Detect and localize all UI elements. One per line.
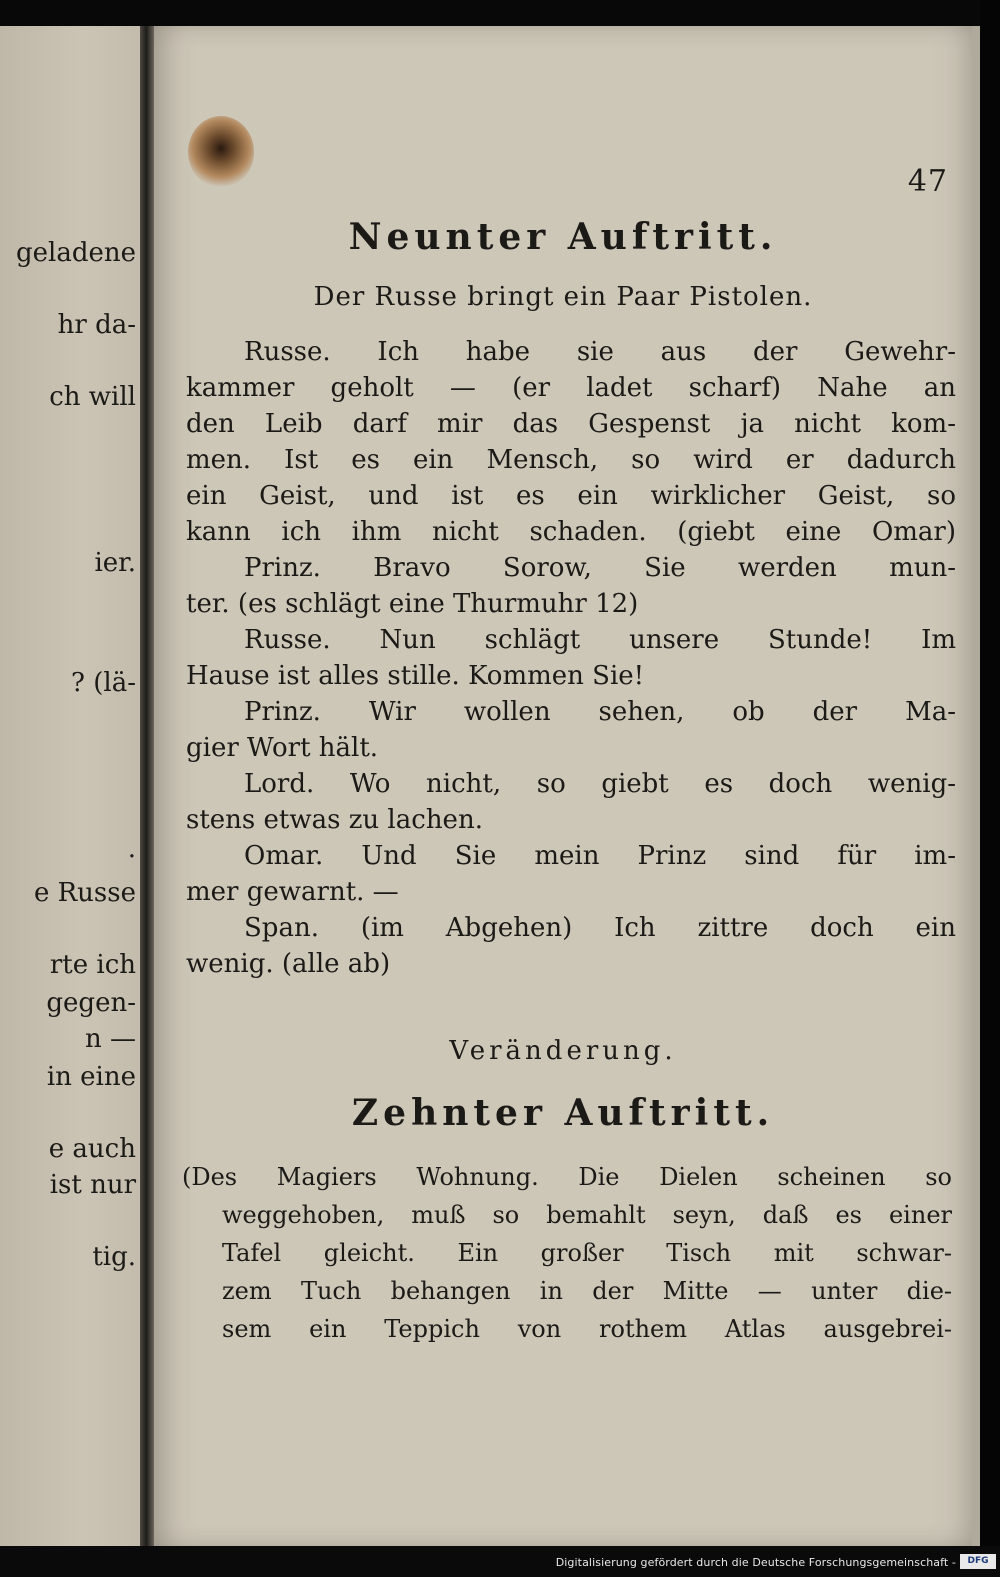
scene-heading-zehnter: Zehnter Auftritt. [351, 1092, 775, 1134]
change-label: Veränderung. [449, 1036, 677, 1066]
scene-description [182, 1158, 952, 1348]
dialogue-line: Prinz. Bravo Sorow, Sie werden mun- [244, 553, 956, 583]
left-line: e auch [48, 1134, 136, 1164]
dialogue-line: Span. (im Abgehen) Ich zittre doch ein [244, 913, 956, 943]
page-number: 47 [907, 164, 948, 199]
top-scan-border [0, 0, 1000, 26]
dialogue-line: ter. (es schlägt eine Thurmuhr 12) [186, 589, 639, 619]
left-line: ch will [49, 382, 136, 412]
left-line: ist nur [49, 1170, 136, 1200]
left-line: ? (lä- [71, 668, 136, 698]
left-page-fragment [0, 26, 140, 1546]
left-line: in eine [46, 1062, 136, 1092]
scene-heading-neunter: Neunter Auftritt. [348, 216, 778, 258]
dialogue-line: mer gewarnt. — [186, 877, 399, 907]
dialogue-line: men. Ist es ein Mensch, so wird er dadurch [186, 445, 956, 475]
ink-stain [188, 116, 254, 188]
dialogue-line: Prinz. Wir wollen sehen, ob der Ma- [244, 697, 956, 727]
dialogue-block [186, 334, 956, 982]
dialogue-line: gier Wort hält. [186, 733, 379, 763]
left-line: hr da- [57, 310, 136, 340]
scene-line: zem Tuch behangen in der Mitte — unter die- [222, 1277, 952, 1305]
left-line: ier. [94, 548, 136, 578]
dialogue-line: wenig. (alle ab) [186, 949, 391, 979]
dialogue-line: Russe. Nun schlägt unsere Stunde! Im [244, 625, 956, 655]
left-line: n — [84, 1024, 136, 1054]
scene-line: Tafel gleicht. Ein großer Tisch mit schwar- [222, 1239, 952, 1267]
page-edge [972, 26, 980, 1546]
dialogue-line: Hause ist alles stille. Kommen Sie! [186, 661, 645, 691]
right-page [154, 26, 972, 1546]
left-line: e Russe [33, 878, 136, 908]
left-line: gegen- [46, 988, 136, 1018]
left-line: . [127, 834, 136, 864]
dialogue-line: kammer geholt — (er ladet scharf) Nahe an [186, 373, 956, 403]
dfg-logo: DFG [960, 1554, 996, 1569]
dialogue-line: ein Geist, und ist es ein wirklicher Geist, so [186, 481, 956, 511]
dialogue-line: Russe. Ich habe sie aus der Gewehr- [244, 337, 956, 367]
stage-direction: Der Russe bringt ein Paar Pistolen. [313, 282, 813, 312]
book-gutter [140, 26, 154, 1546]
left-line: geladene [15, 238, 136, 268]
digitization-credit: Digitalisierung gefördert durch die Deutsche Forschungsgemeinschaft - [555, 1556, 956, 1569]
scene-line: sem ein Teppich von rothem Atlas ausgebrei- [222, 1315, 952, 1343]
left-line: rte ich [49, 950, 136, 980]
dialogue-line: kann ich ihm nicht schaden. (giebt eine Omar) [186, 517, 956, 547]
left-line: tig. [92, 1242, 136, 1272]
dialogue-line: Lord. Wo nicht, so giebt es doch wenig- [244, 769, 956, 799]
right-scan-border [980, 0, 1000, 1577]
dialogue-line: den Leib darf mir das Gespenst ja nicht kom- [186, 409, 956, 439]
dialogue-line: Omar. Und Sie mein Prinz sind für im- [244, 841, 956, 871]
scene-line: weggehoben, muß so bemahlt seyn, daß es einer [222, 1201, 952, 1229]
scene-line: (Des Magiers Wohnung. Die Dielen scheinen so [182, 1163, 952, 1191]
dialogue-line: stens etwas zu lachen. [186, 805, 483, 835]
